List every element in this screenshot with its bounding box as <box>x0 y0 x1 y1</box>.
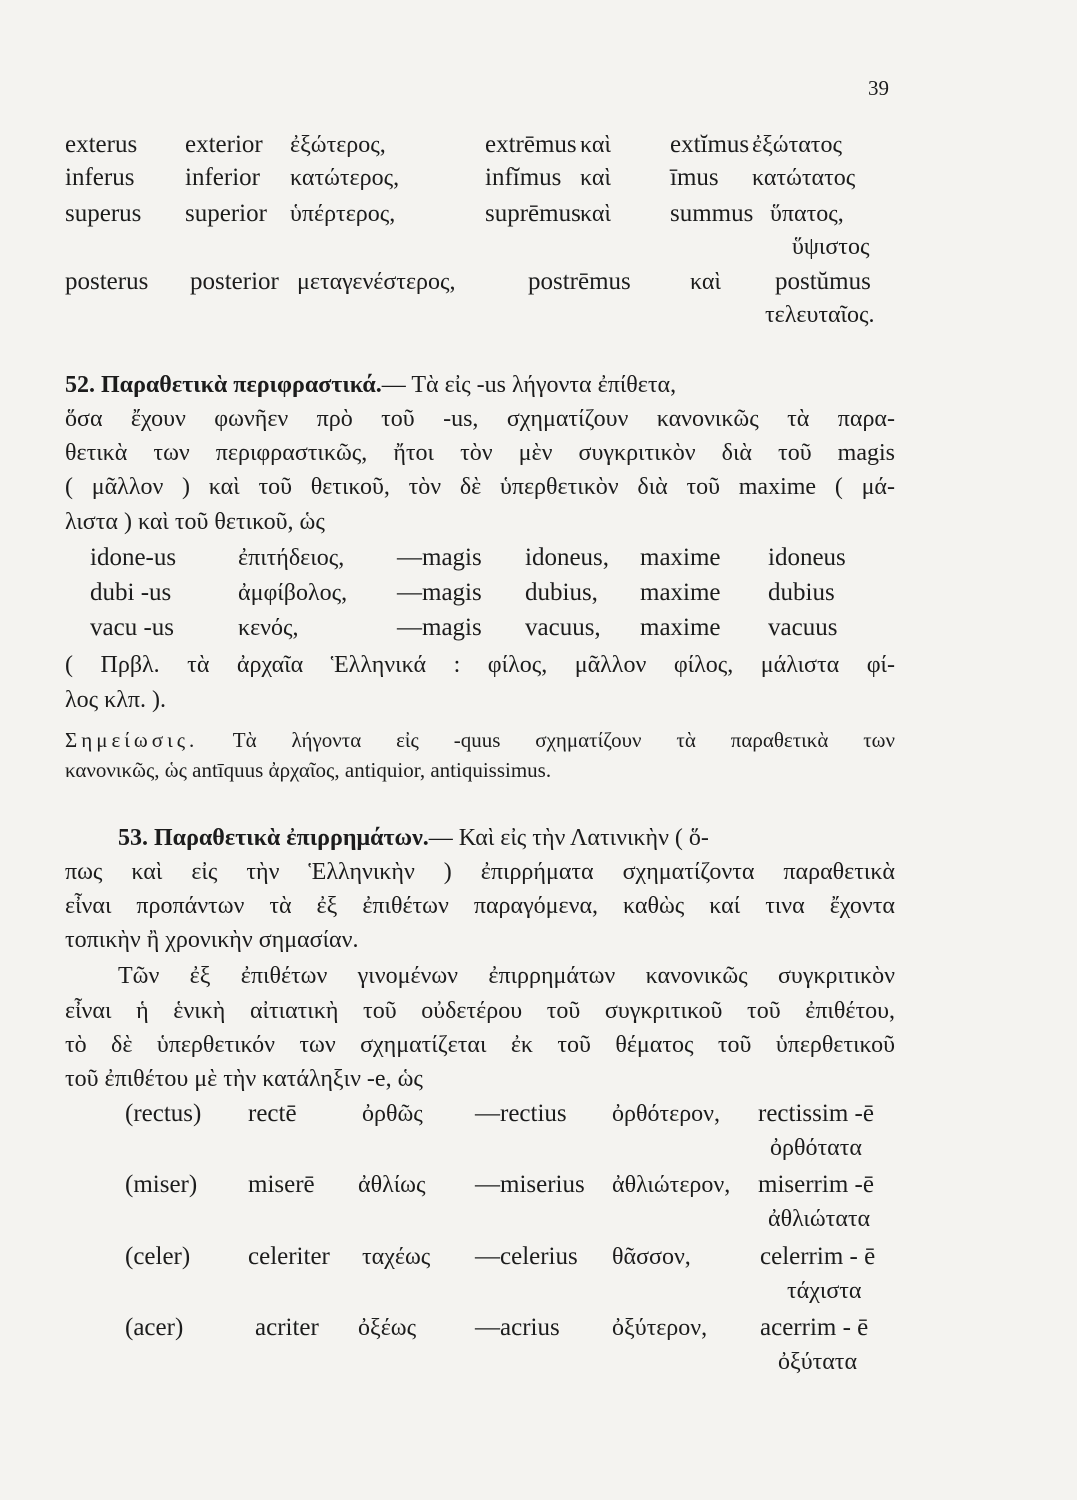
body-line: λιστα ) καὶ τοῦ θετικοῦ, ὡς <box>65 509 325 535</box>
adv-greek: ἀθλίως <box>358 1172 426 1198</box>
adv: miserē <box>248 1171 315 1198</box>
comp-greek: ὀξύτερον, <box>612 1315 708 1341</box>
cell: posterus <box>65 268 149 295</box>
sup-greek: ἀθλιώτατα <box>768 1206 871 1232</box>
sup: miserrim -ē <box>758 1171 874 1198</box>
cell: καὶ <box>580 132 611 158</box>
cell: κατώτατος <box>752 165 856 191</box>
example-pos: dubius <box>768 579 835 606</box>
body-line: ( μᾶλλον ) καὶ τοῦ θετικοῦ, τὸν δὲ ὑπερθετικὸν διὰ τοῦ maxime ( μά- <box>65 474 895 500</box>
comp: —celerius <box>475 1243 578 1270</box>
cf-line: λος κλπ. ). <box>65 687 166 713</box>
example-sup: maxime <box>640 614 721 641</box>
comp: —acrius <box>475 1314 560 1341</box>
cell: μεταγενέστερος, <box>297 269 456 295</box>
adv-greek: ὀρθῶς <box>362 1101 423 1127</box>
example-sup: maxime <box>640 579 721 606</box>
sup: rectissim -ē <box>758 1100 874 1127</box>
cell: infĭmus <box>485 164 562 191</box>
example-stem: vacu -us <box>90 614 174 641</box>
cell: καὶ <box>580 201 611 227</box>
cell: καὶ <box>690 269 721 295</box>
body-line: — Καὶ εἰς τὴν Λατινικὴν ( ὅ- <box>428 825 709 851</box>
body-line: εἶναι ἡ ἑνικὴ αἰτιατικὴ τοῦ οὐδετέρου τοῦ συγκριτικοῦ τοῦ ἐπιθέτου, <box>65 998 895 1024</box>
cell: τελευταῖος. <box>765 302 875 328</box>
body-line: ὅσα ἔχουν φωνῆεν πρὸ τοῦ -us, σχηματίζουν κανονικῶς τὰ παρα- <box>65 406 895 432</box>
adv: celeriter <box>248 1243 330 1270</box>
cell: postŭmus <box>775 268 871 295</box>
example-pos: dubius, <box>525 579 598 606</box>
adj: (rectus) <box>125 1100 202 1127</box>
cell: īmus <box>670 164 719 191</box>
cell: postrēmus <box>528 268 631 295</box>
body-line: — Τὰ εἰς -us λήγοντα ἐπίθετα, <box>381 372 677 398</box>
sup-greek: ὀξύτατα <box>778 1349 858 1375</box>
section-52-heading: 52. Παραθετικὰ περιφραστικά. <box>65 372 382 398</box>
body-line: τοπικὴν ἢ χρονικὴν σημασίαν. <box>65 927 359 953</box>
cell: inferior <box>185 164 260 191</box>
example-pos: vacuus, <box>525 614 601 641</box>
example-comp: —magis <box>397 579 482 606</box>
cell: ὕπατος, <box>770 201 844 227</box>
example-pos: idoneus, <box>525 544 610 571</box>
body-line: πως καὶ εἰς τὴν Ἑλληνικὴν ) ἐπιρρήματα σχηματίζοντα παραθετικὰ <box>65 859 895 885</box>
comp: —miserius <box>475 1171 585 1198</box>
body-line: θετικὰ των περιφραστικῶς, ἤτοι τὸν μὲν συγκριτικὸν διὰ τοῦ magis <box>65 440 895 466</box>
body-line: Τῶν ἐξ ἐπιθέτων γινομένων ἐπιρρημάτων κανονικῶς συγκριτικὸν <box>118 963 895 989</box>
cell: ὕψιστος <box>792 234 870 260</box>
cell: summus <box>670 200 754 227</box>
example-stem: dubi -us <box>90 579 172 606</box>
adv: rectē <box>248 1100 297 1127</box>
cell: exterior <box>185 131 263 158</box>
comp-greek: ἀθλιώτερον, <box>612 1172 731 1198</box>
cell: ὑπέρτερος, <box>290 201 396 227</box>
note-line: κανονικῶς, ὡς antīquus ἀρχαῖος, antiquior, antiquissimus. <box>65 758 552 782</box>
example-pos: vacuus <box>768 614 838 641</box>
example-comp: —magis <box>397 614 482 641</box>
comp-greek: θᾶσσον, <box>612 1244 691 1270</box>
body-line: τοῦ ἐπιθέτου μὲ τὴν κατάληξιν -e, ὡς <box>65 1066 423 1092</box>
example-stem: idone-us <box>90 544 177 571</box>
section-53-heading: 53. Παραθετικὰ ἐπιρρημάτων. <box>118 825 429 851</box>
adj: (miser) <box>125 1171 198 1198</box>
sup: celerrim - ē <box>760 1243 876 1270</box>
cell: superus <box>65 200 142 227</box>
example-sup: maxime <box>640 544 721 571</box>
cell: ἐξώτερος, <box>290 132 386 158</box>
cell: extĭmus <box>670 131 750 158</box>
sup-greek: τάχιστα <box>787 1278 862 1304</box>
cell: extrēmus <box>485 131 577 158</box>
adv: acriter <box>255 1314 319 1341</box>
cell: κατώτερος, <box>290 165 400 191</box>
body-line: εἶναι προπάντων τὰ ἐξ ἐπιθέτων παραγόμενα, καθὼς καί τινα ἔχοντα <box>65 893 895 919</box>
cell: inferus <box>65 164 135 191</box>
adv-greek: ταχέως <box>362 1244 431 1270</box>
adj: (acer) <box>125 1314 184 1341</box>
adv-greek: ὀξέως <box>358 1315 417 1341</box>
example-greek: ἐπιτήδειος, <box>238 545 345 571</box>
cell: καὶ <box>580 165 611 191</box>
body-line: τὸ δὲ ὑπερθετικόν των σχηματίζεται ἐκ τοῦ θέματος τοῦ ὑπερθετικοῦ <box>65 1032 895 1058</box>
note-label: Σημείωσις. <box>65 728 199 752</box>
cell: ἐξώτατος <box>752 132 842 158</box>
cell: superior <box>185 200 267 227</box>
cell: exterus <box>65 131 138 158</box>
note-line: Τὰ λήγοντα εἰς -quus σχηματίζουν τὰ παραθετικὰ των <box>232 728 896 752</box>
sup-greek: ὀρθότατα <box>770 1135 862 1161</box>
cell: posterior <box>190 268 279 295</box>
adj: (celer) <box>125 1243 191 1270</box>
sup: acerrim - ē <box>760 1314 869 1341</box>
page-number: 39 <box>868 76 889 100</box>
cell: suprēmus <box>485 200 581 227</box>
example-greek: κενός, <box>238 615 299 641</box>
example-greek: ἀμφίβολος, <box>238 580 348 606</box>
example-comp: —magis <box>397 544 482 571</box>
comp: —rectius <box>475 1100 567 1127</box>
cf-line: ( Πρβλ. τὰ ἀρχαῖα Ἑλληνικά : φίλος, μᾶλλον φίλος, μάλιστα φί- <box>65 652 895 678</box>
comp-greek: ὀρθότερον, <box>612 1101 721 1127</box>
example-pos: idoneus <box>768 544 846 571</box>
